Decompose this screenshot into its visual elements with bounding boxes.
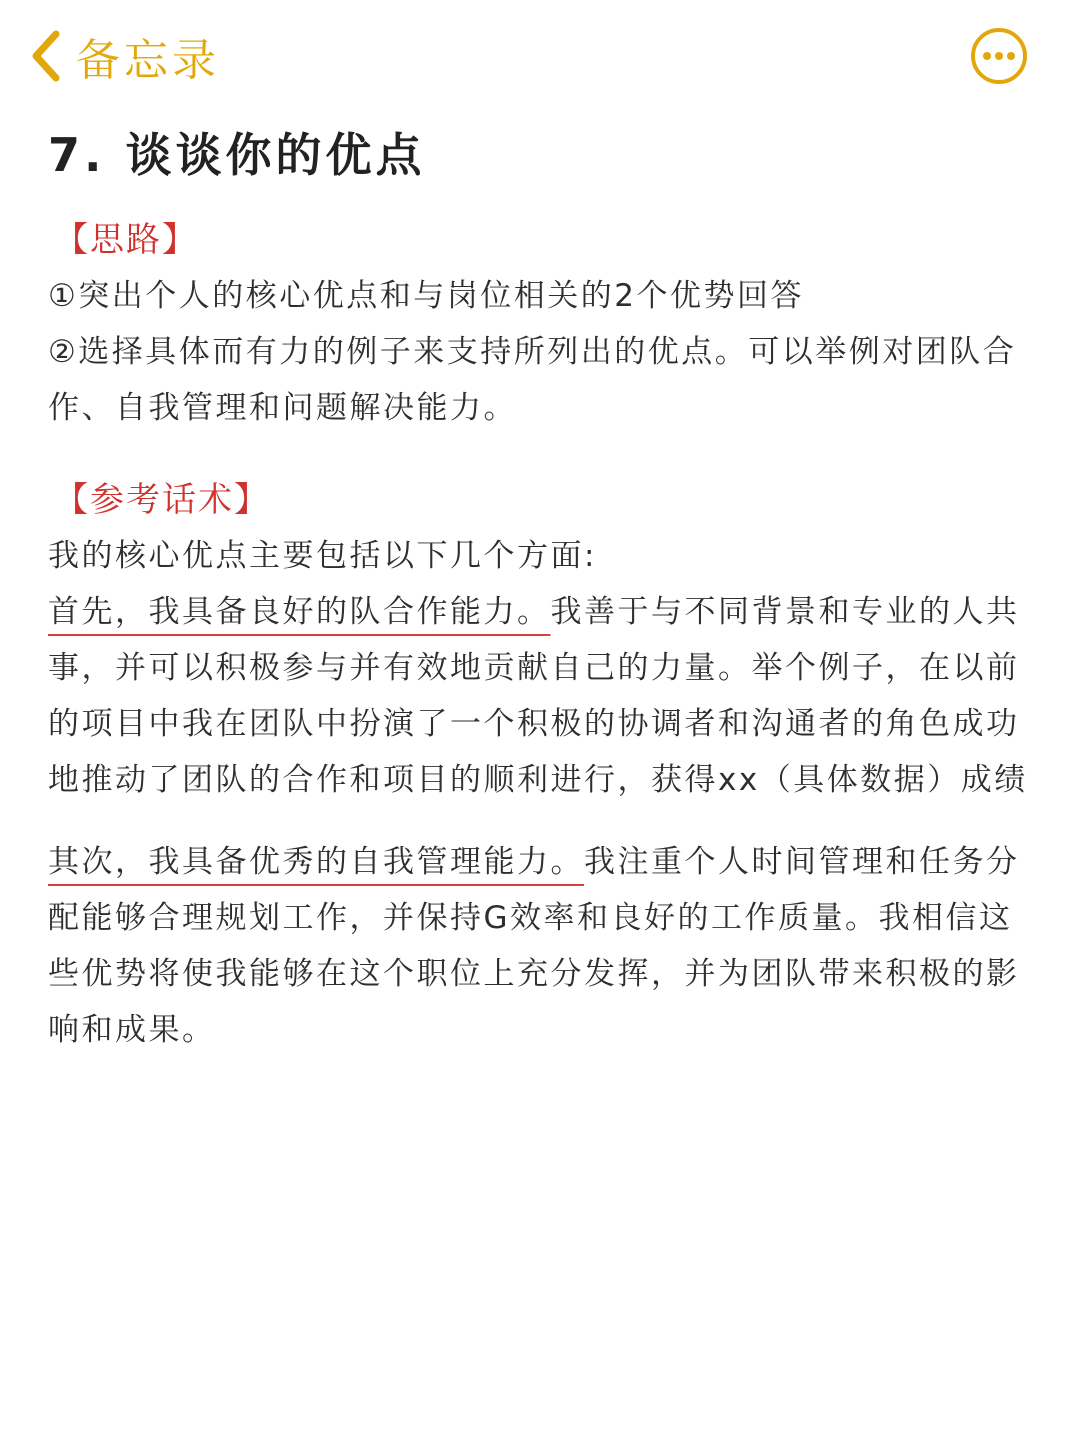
back-button[interactable] bbox=[28, 24, 220, 88]
approach-line-2: ②选择具体而有力的例子来支持所列出的优点。可以举例对团队合作、自我管理和问题解决能力。 bbox=[48, 334, 1017, 426]
section-heading-reference-script: 【参考话术】 bbox=[54, 480, 270, 520]
script-paragraph-self-management bbox=[48, 834, 1038, 1058]
ellipsis-circle-icon bbox=[970, 27, 1028, 85]
chevron-left-icon bbox=[28, 28, 62, 84]
approach-line-1: ①突出个人的核心优点和与岗位相关的2个优势回答 bbox=[48, 278, 805, 314]
note-body[interactable] bbox=[48, 110, 1038, 1058]
highlight-self-management: 其次，我具备优秀的自我管理能力。 bbox=[48, 844, 584, 880]
script-intro: 我的核心优点主要包括以下几个方面: bbox=[48, 538, 597, 574]
note-title: 7. 谈谈你的优点 bbox=[48, 128, 426, 182]
self-management-detail: 我注重个人时间管理和任务分配能够合理规划工作，并保持G效率和良好的工作质量。我相信这些优势将使我能够在这个职位上充分发挥，并为团队带来积极的影响和成果。 bbox=[48, 844, 1020, 1048]
back-button-label: 备忘录 bbox=[76, 35, 220, 86]
script-paragraph-teamwork bbox=[48, 584, 1038, 808]
highlight-teamwork: 首先，我具备良好的队合作能力。 bbox=[48, 594, 551, 630]
more-options-button[interactable] bbox=[970, 27, 1028, 85]
teamwork-detail: 我善于与不同背景和专业的人共事，并可以积极参与并有效地贡献自己的力量。举个例子，在以前的项目中我在团队中扮演了一个积极的协调者和沟通者的角色成功地推动了团队的合作和项目的顺利进行，获得xx（具体数据）成绩 bbox=[48, 594, 1028, 798]
section-heading-approach: 【思路】 bbox=[54, 220, 198, 260]
navigation-bar bbox=[0, 0, 1080, 110]
